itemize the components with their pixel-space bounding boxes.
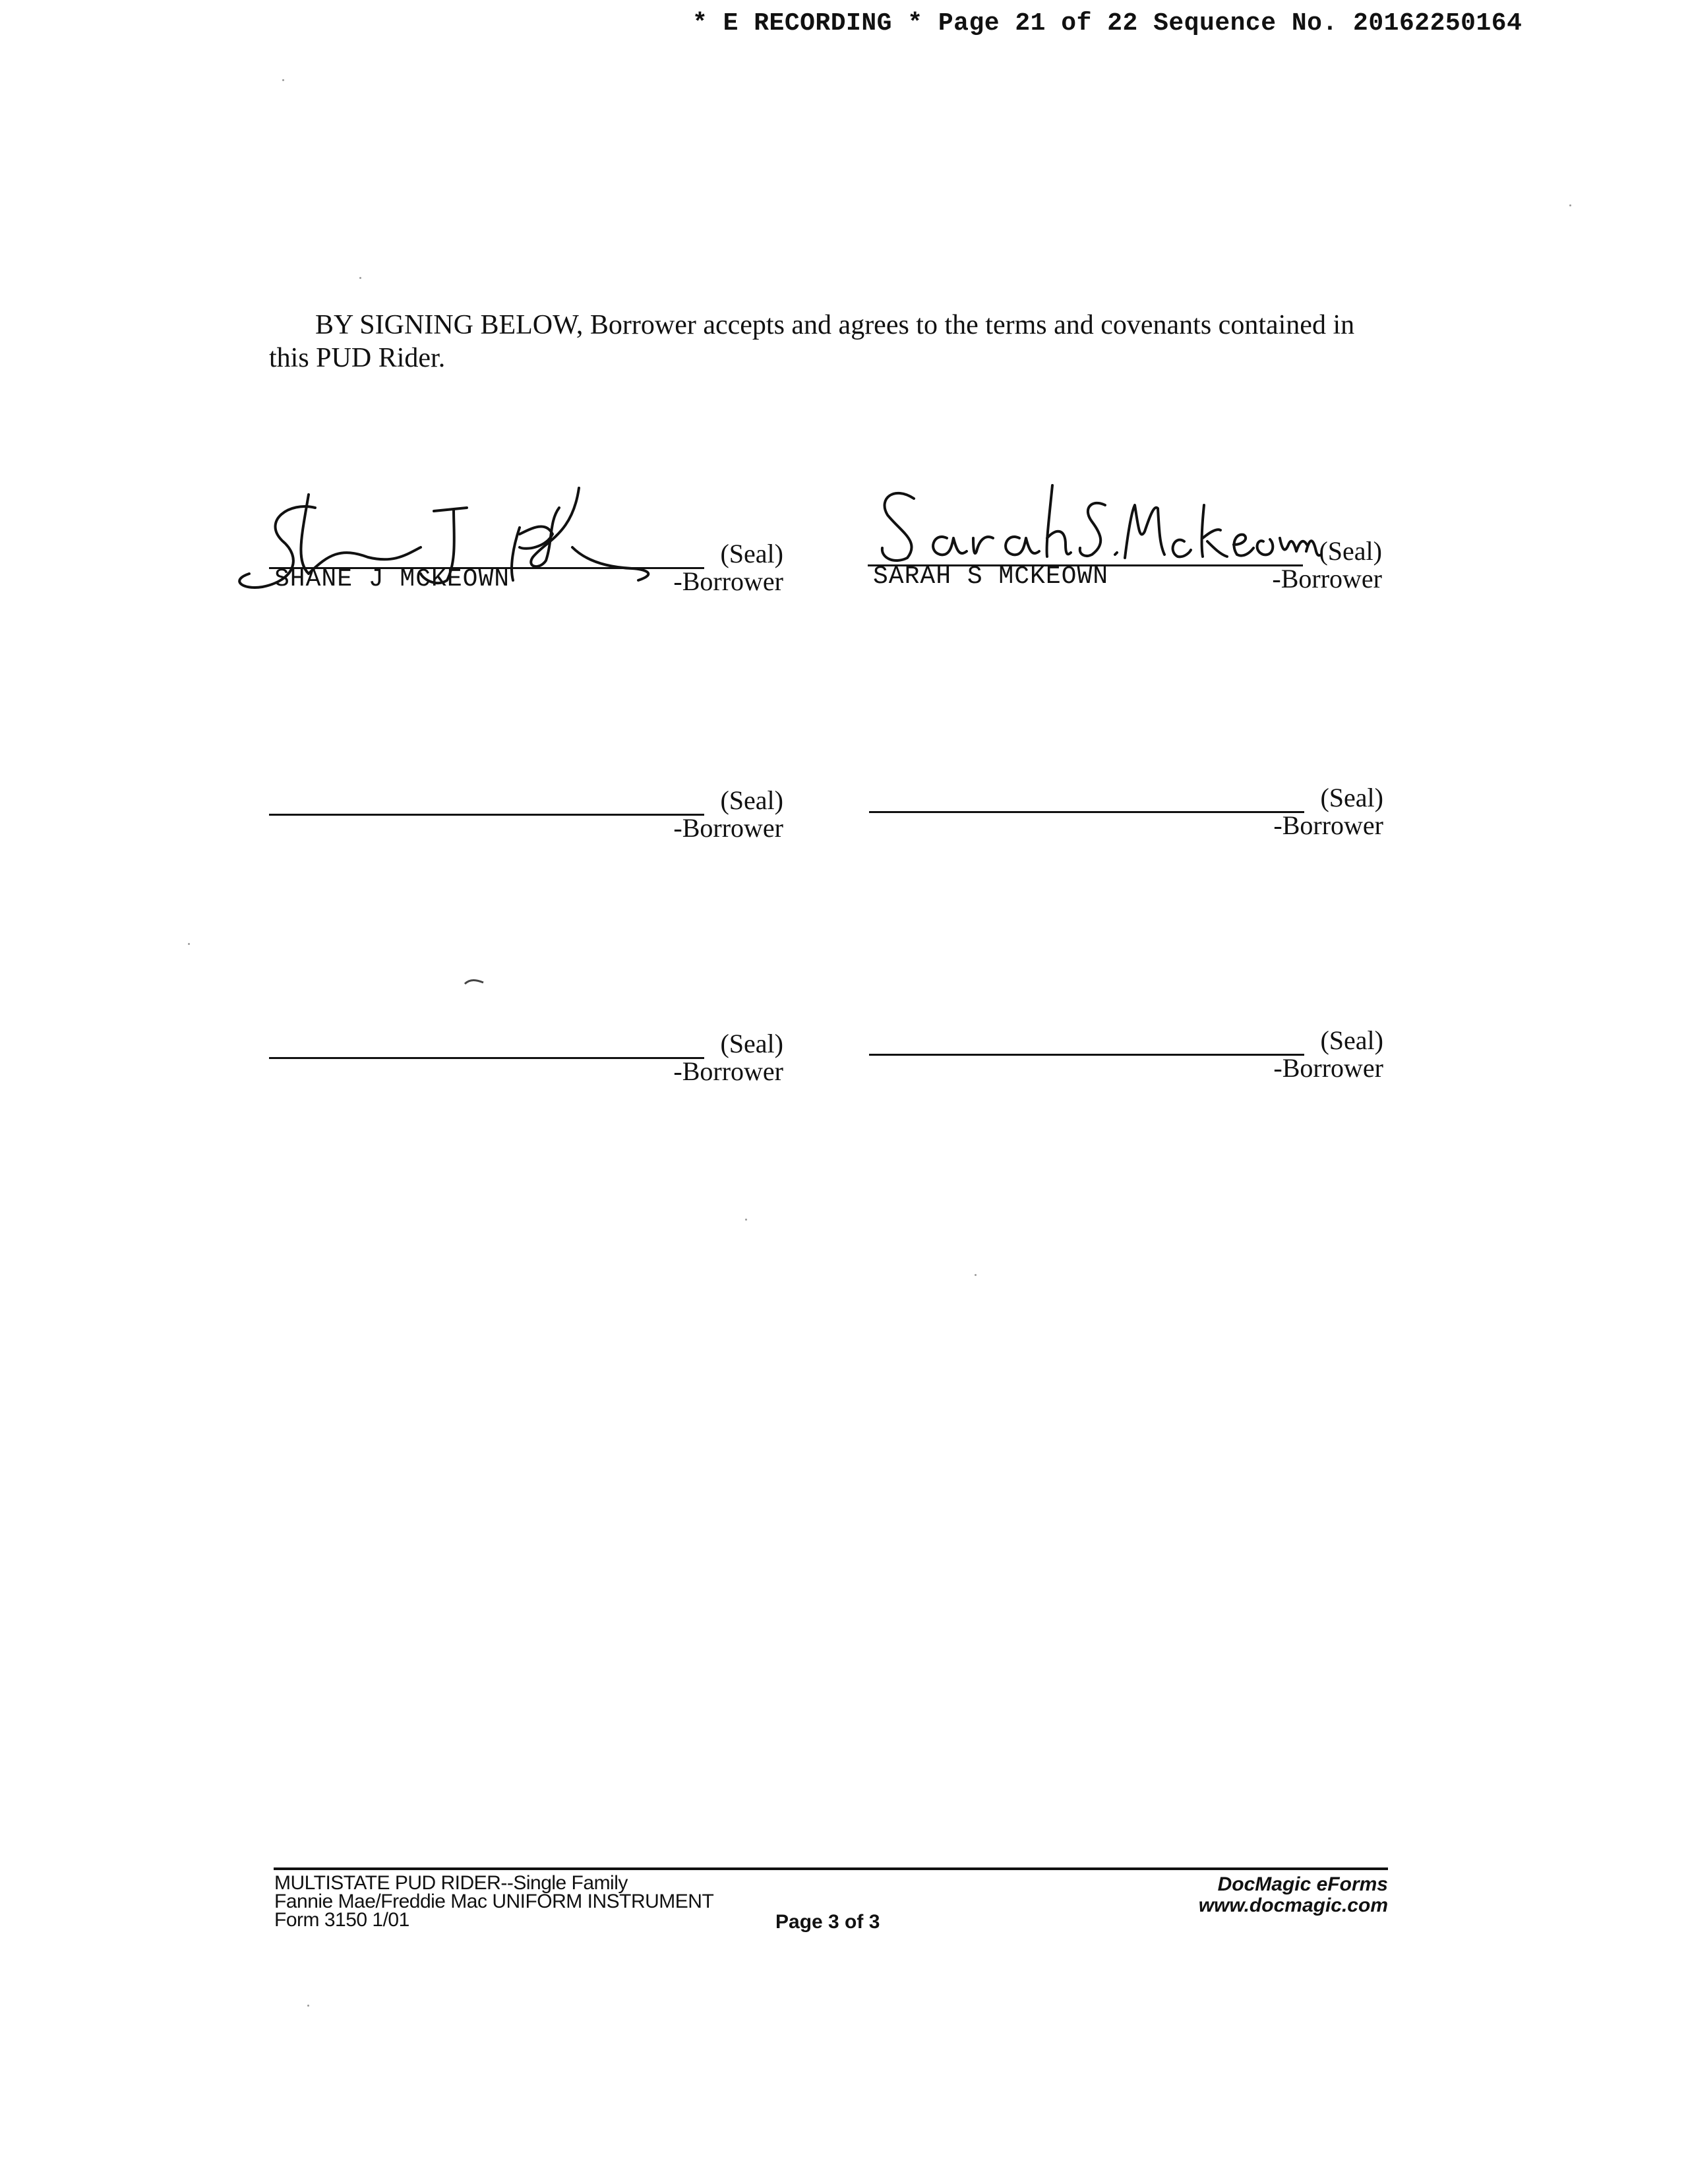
signing-statement-text: BY SIGNING BELOW, Borrower accepts and agrees to the terms and covenants contained in this PUD Rider. — [269, 310, 1355, 373]
signature-block-borrower-1 — [269, 539, 783, 646]
scan-speck — [359, 277, 361, 279]
footer-form-info — [274, 1874, 713, 1929]
borrower-role-label: -Borrower — [673, 813, 783, 843]
signature-block-borrower-5 — [269, 1029, 783, 1136]
recording-stamp: * E RECORDING * Page 21 of 22 Sequence No. 20162250164 — [692, 9, 1522, 38]
borrower-printed-name: SARAH S MCKEOWN — [873, 562, 1109, 591]
borrower-role-label: -Borrower — [673, 566, 783, 596]
seal-label: (Seal) — [1320, 1025, 1383, 1055]
seal-label: (Seal) — [720, 539, 783, 568]
seal-label: (Seal) — [1319, 536, 1382, 566]
seal-label: (Seal) — [1320, 783, 1383, 812]
signing-statement — [269, 309, 1390, 375]
borrower-printed-name: SHANE J MCKEOWN — [274, 565, 510, 593]
signature-block-borrower-6 — [869, 1025, 1383, 1133]
borrower-role-label: -Borrower — [673, 1056, 783, 1086]
signature-line — [269, 814, 704, 816]
footer-page-number: Page 3 of 3 — [775, 1911, 880, 1933]
signature-block-borrower-4 — [869, 783, 1383, 890]
borrower-role-label: -Borrower — [1273, 1053, 1383, 1083]
seal-label: (Seal) — [720, 1029, 783, 1058]
footer-vendor-url: www.docmagic.com — [1198, 1895, 1388, 1916]
scan-speck — [188, 943, 190, 945]
footer-rule — [274, 1867, 1388, 1870]
footer-vendor-name: DocMagic eForms — [1217, 1873, 1388, 1895]
seal-label: (Seal) — [720, 785, 783, 815]
signature-line — [269, 1057, 704, 1059]
footer-form-subtitle: Fannie Mae/Freddie Mac UNIFORM INSTRUMENT — [274, 1891, 714, 1912]
scan-speck — [282, 79, 284, 81]
borrower-role-label: -Borrower — [1272, 564, 1382, 593]
scan-speck — [975, 1274, 977, 1276]
stray-pen-mark — [464, 976, 490, 989]
signature-block-borrower-2 — [868, 536, 1382, 644]
footer-form-number: Form 3150 1/01 — [274, 1909, 409, 1931]
signature-line — [869, 811, 1304, 813]
footer-vendor — [1199, 1874, 1388, 1916]
borrower-role-label: -Borrower — [1273, 810, 1383, 840]
footer-form-title: MULTISTATE PUD RIDER--Single Family — [274, 1872, 628, 1894]
signature-line — [869, 1054, 1304, 1056]
scan-speck — [307, 2005, 309, 2007]
scan-speck — [745, 1219, 747, 1221]
signature-block-borrower-3 — [269, 785, 783, 893]
scan-speck — [1569, 204, 1571, 206]
